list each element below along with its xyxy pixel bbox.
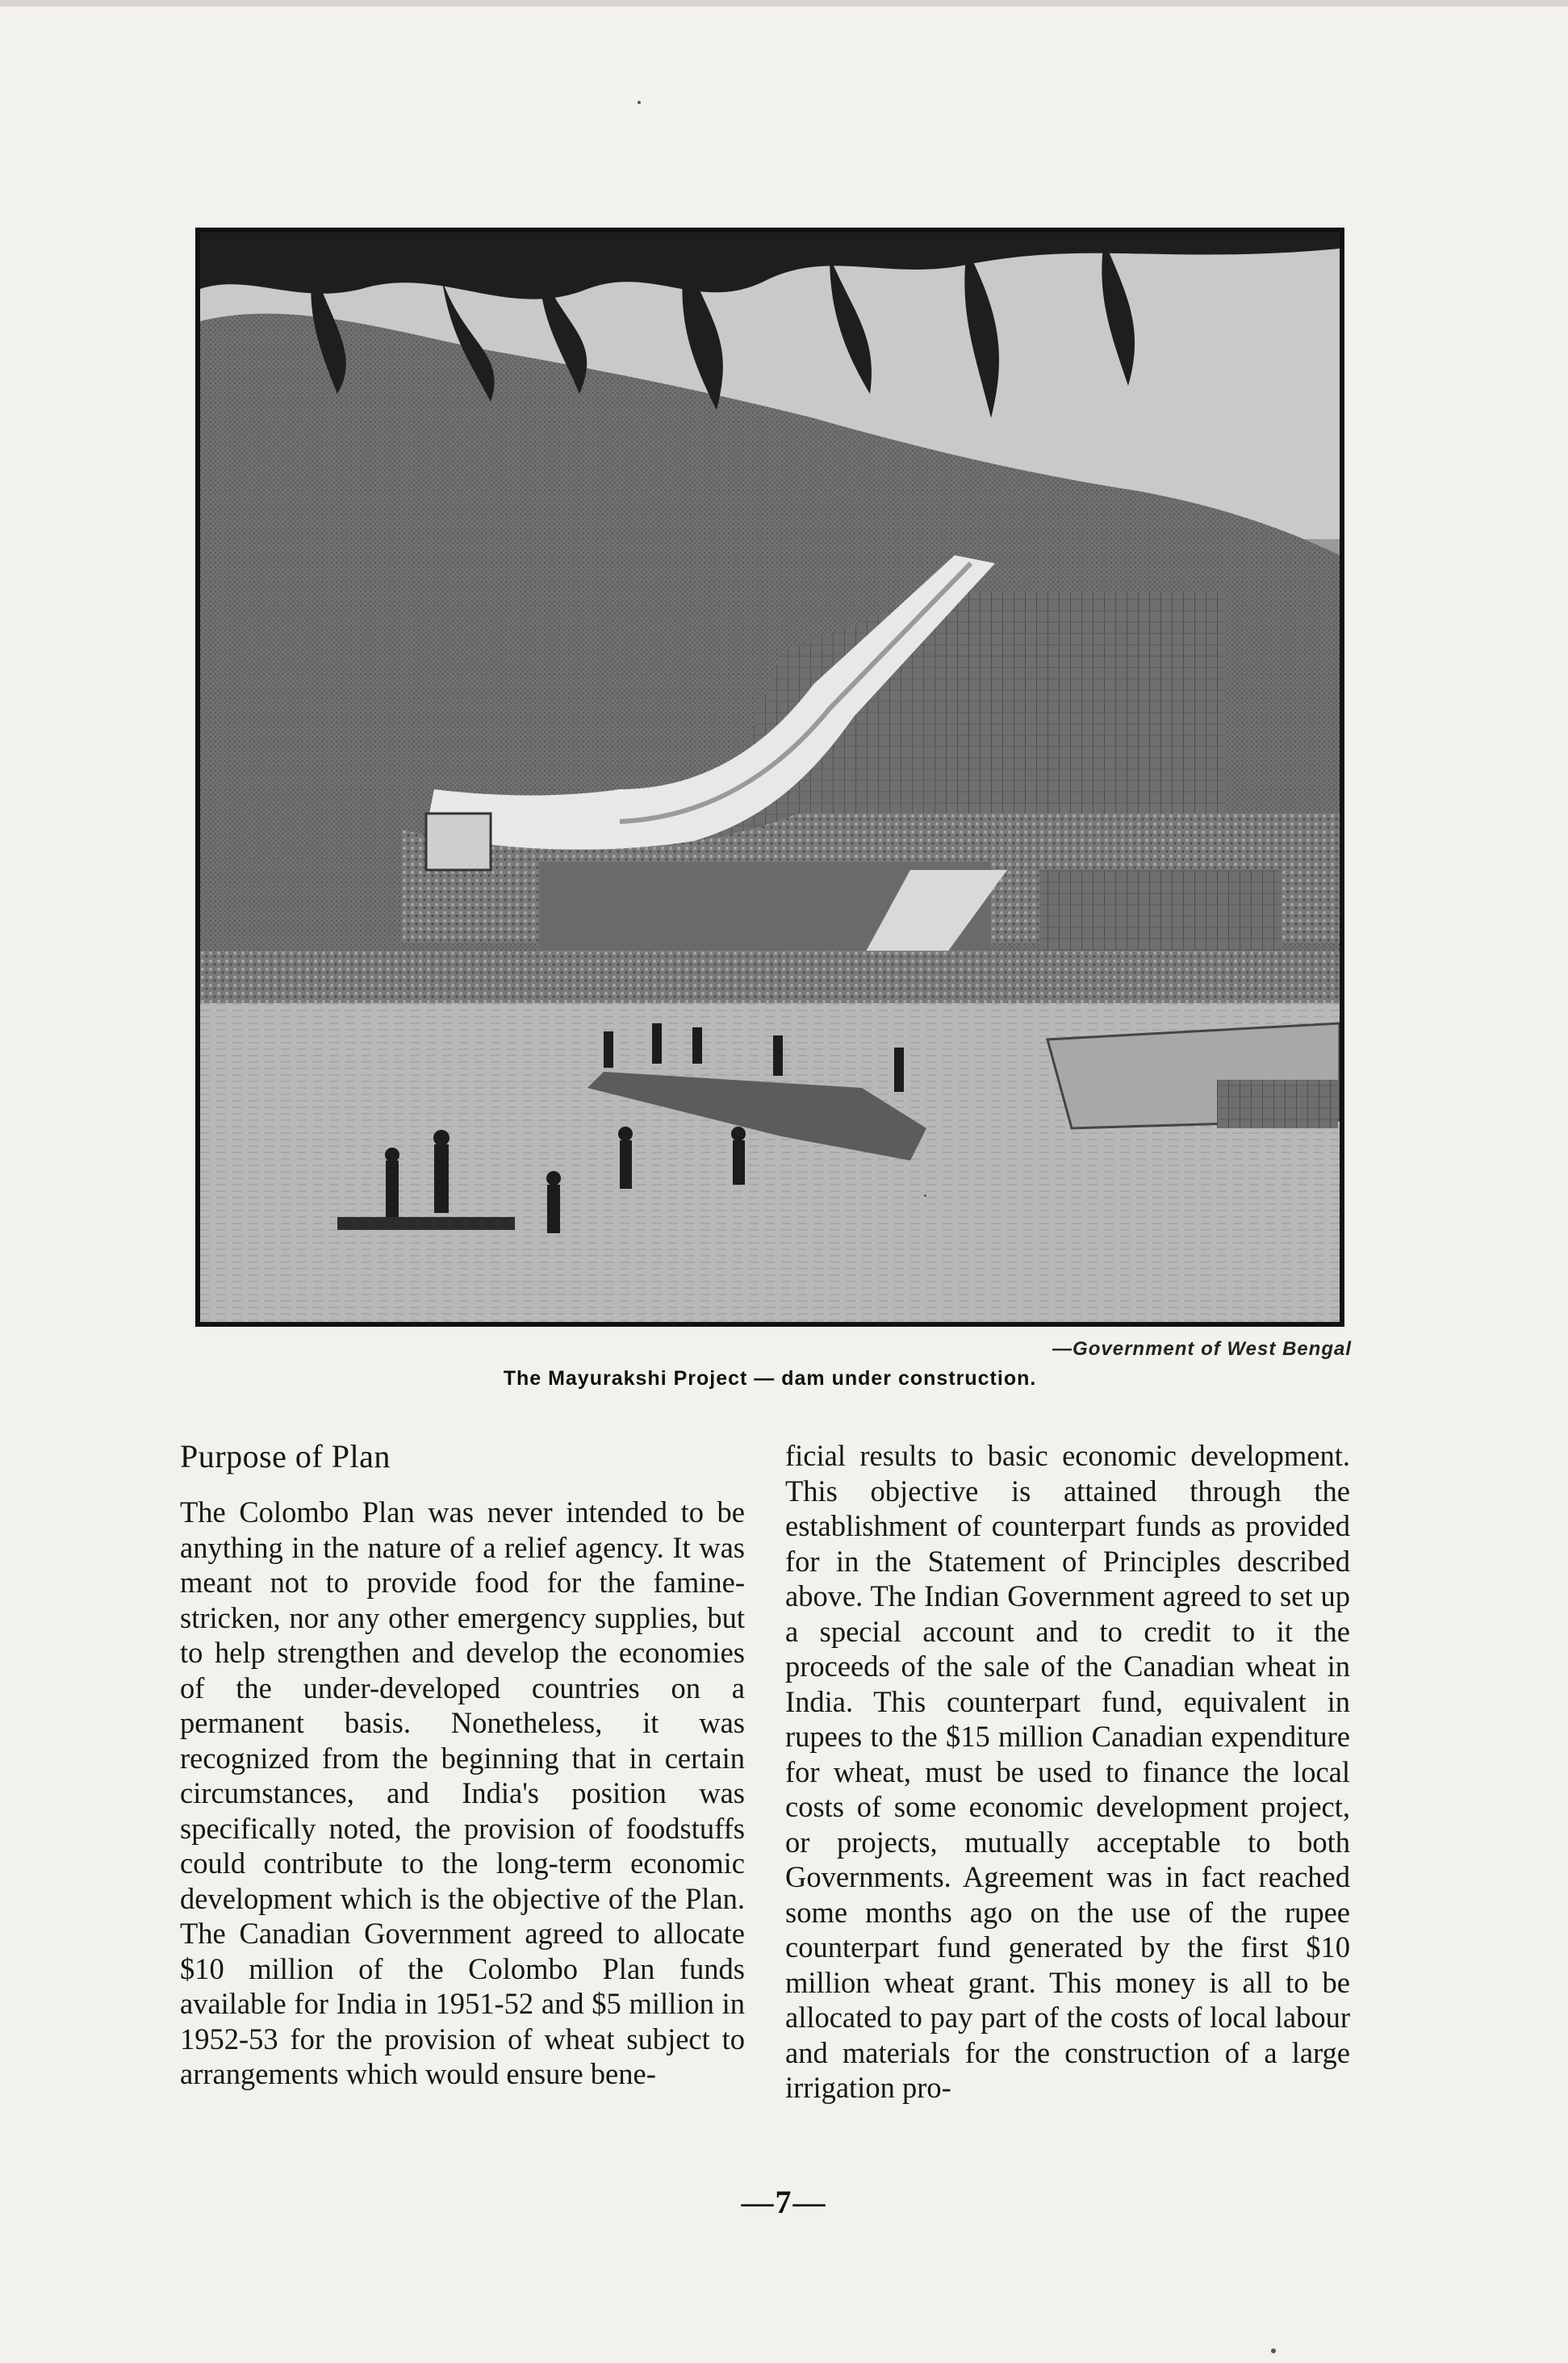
left-column [180,1438,745,2092]
section-heading: Purpose of Plan [180,1438,391,1474]
photo-credit: —Government of West Bengal [1052,1338,1352,1360]
left-column-text: The Colombo Plan was never intended to be anything in the nature of a relief agency. It was meant not to provide food for the famine-stricken, nor any other emergency supplies, but to help strengthen and develop the economies of the under-developed countries on a permanent basis. Nonetheless, it was recognized from the beginning that in certain circumstances, and India's position was specifically noted, the provision of foodstuffs could contribute to the long-term economic development which is the objective of the Plan. The Canadian Government agreed to allocate $10 million of the Colombo Plan funds available for India in 1951-52 and $5 million in 1952-53 for the provision of wheat subject to arrangements which would ensure bene- [180,1495,745,2090]
print-speck [924,1194,926,1197]
print-speck [638,101,641,104]
page-number: —7— [741,2184,827,2220]
page-edge [0,0,1568,6]
photo-caption: The Mayurakshi Project — dam under construction. [503,1367,1037,1390]
right-column-text: ficial results to basic economic development. This objective is attained through the establishment of counterpart funds as provided for in the Statement of Principles described above. The Indian Government agreed to set up a special account and to credit to it the proceeds of the sale of the Canadian wheat in India. This counterpart fund, equivalent in rupees to the $15 million Canadian expenditure for wheat, must be used to finance the local costs of some economic development project, or projects, mutually acceptable to both Governments. Agreement was in fact reached some months ago on the use of the rupee counterpart fund generated by the first $10 million wheat grant. This money is all to be allocated to pay part of the costs of local labour and materials for the construction of a large irrigation pro- [785,1439,1350,2104]
dam-photo-illustration [200,232,1340,1322]
dam-photograph [195,228,1344,1327]
right-column [785,1438,1350,2106]
print-speck [1271,2348,1276,2353]
